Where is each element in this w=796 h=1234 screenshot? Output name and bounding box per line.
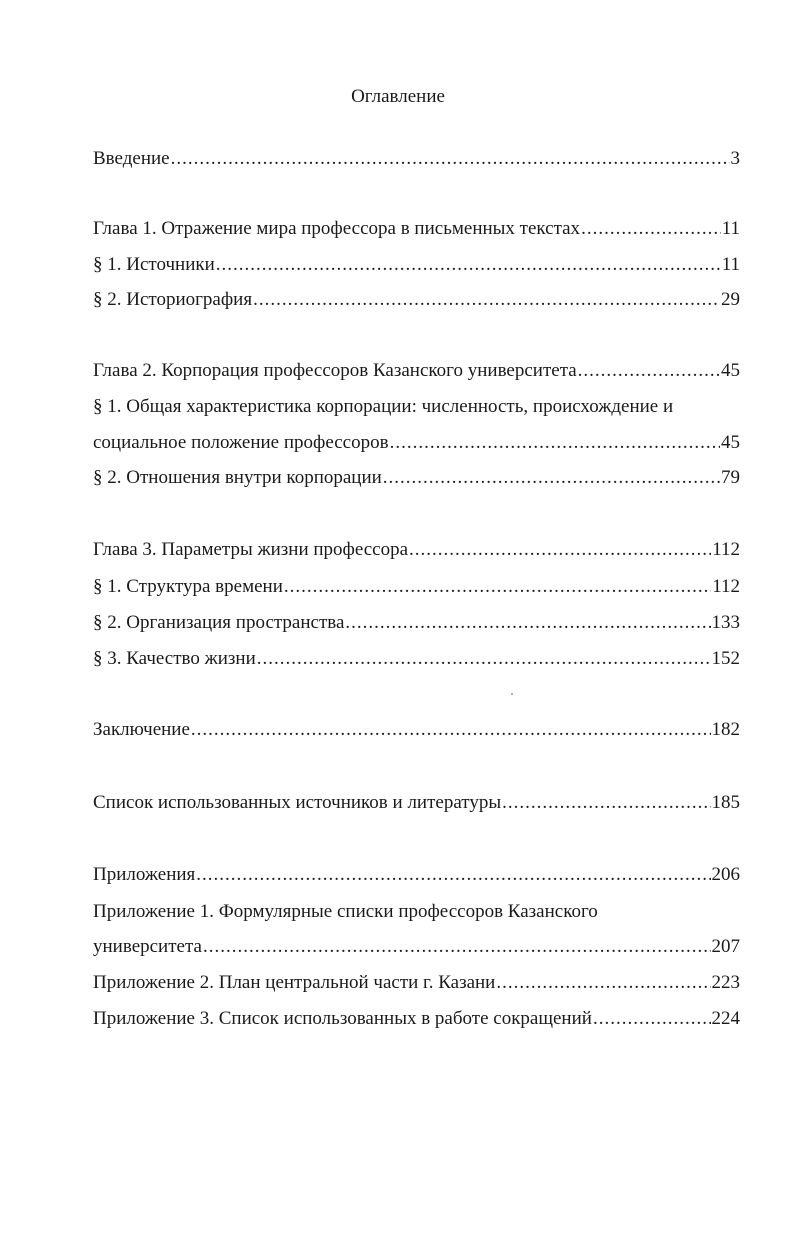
dot-leader — [578, 360, 720, 382]
toc-entry-label: § 2. Историография — [93, 289, 253, 310]
toc-entry-chapter-1-section-1 — [93, 254, 740, 276]
dot-leader — [345, 612, 710, 634]
toc-entry-chapter-1 — [93, 218, 740, 240]
toc-entry-appendix-2 — [93, 972, 740, 994]
toc-page-number: 207 — [711, 936, 740, 957]
dot-leader — [593, 1008, 711, 1030]
dot-leader — [502, 792, 710, 814]
toc-entry-label: § 2. Отношения внутри корпорации — [93, 467, 382, 488]
toc-entry-label: Приложение 3. Список использованных в работе сокращений — [93, 1008, 592, 1029]
toc-page-number: 185 — [711, 792, 740, 813]
toc-entry-appendices — [93, 864, 740, 886]
toc-entry-label: Приложения — [93, 864, 196, 885]
toc-entry-label: Введение — [93, 148, 170, 169]
dot-leader — [216, 254, 721, 276]
toc-entry-chapter-2-section-2 — [93, 467, 740, 489]
dot-leader — [171, 148, 730, 170]
dot-leader — [196, 864, 710, 886]
toc-page-number: 11 — [721, 254, 740, 275]
scan-speck — [511, 693, 513, 695]
toc-page-number: 11 — [721, 218, 740, 239]
toc-page-number: 223 — [711, 972, 740, 993]
toc-page-number: 29 — [721, 289, 740, 310]
toc-entry-label: социальное положение профессоров — [93, 432, 389, 453]
toc-page-number: 224 — [711, 1008, 740, 1029]
toc-entry-label: § 1. Источники — [93, 254, 215, 275]
toc-entry-label: § 1. Структура времени — [93, 576, 283, 597]
dot-leader — [390, 432, 720, 454]
toc-page-number: 206 — [711, 864, 740, 885]
toc-entry-label: Список использованных источников и литературы — [93, 792, 502, 813]
toc-page-number: 112 — [712, 539, 740, 560]
toc-entry-chapter-2-section-1-line-1: § 1. Общая характеристика корпорации: численность, происхождение и — [93, 396, 674, 417]
dot-leader — [581, 218, 721, 240]
toc-page-number: 45 — [721, 360, 740, 381]
toc-entry-chapter-3-section-3 — [93, 648, 740, 670]
toc-page-number: 3 — [730, 148, 740, 169]
toc-entry-label: Глава 3. Параметры жизни профессора — [93, 539, 409, 560]
toc-entry-label: университета — [93, 936, 202, 957]
toc-page-number: 112 — [712, 576, 740, 597]
dot-leader — [191, 719, 711, 741]
toc-page-number: 79 — [721, 467, 740, 488]
toc-page-number: 45 — [721, 432, 740, 453]
toc-entry-chapter-3-section-1 — [93, 576, 740, 598]
dot-leader — [409, 539, 711, 561]
toc-entry-appendix-3 — [93, 1008, 740, 1030]
toc-entry-chapter-2-section-1 — [93, 432, 740, 454]
toc-page-number: 182 — [711, 719, 740, 740]
page-title: Оглавление — [351, 86, 445, 107]
toc-entry-label: § 2. Организация пространства — [93, 612, 345, 633]
toc-entry-chapter-1-section-2 — [93, 289, 740, 311]
toc-entry-chapter-3-section-2 — [93, 612, 740, 634]
toc-entry-chapter-3 — [93, 539, 740, 561]
toc-entry-chapter-2 — [93, 360, 740, 382]
toc-entry-label: § 3. Качество жизни — [93, 648, 256, 669]
toc-entry-label: Глава 2. Корпорация профессоров Казанского университета — [93, 360, 577, 381]
dot-leader — [253, 289, 720, 311]
dot-leader — [496, 972, 710, 994]
toc-entry-appendix-1-line-1: Приложение 1. Формулярные списки профессоров Казанского — [93, 901, 598, 922]
toc-entry-appendix-1 — [93, 936, 740, 958]
toc-entry-label: Глава 1. Отражение мира профессора в письменных текстах — [93, 218, 581, 239]
dot-leader — [203, 936, 711, 958]
toc-entry-introduction — [93, 148, 740, 170]
dot-leader — [257, 648, 711, 670]
dot-leader — [284, 576, 711, 598]
toc-page-number: 152 — [711, 648, 740, 669]
toc-entry-sources — [93, 792, 740, 814]
toc-entry-label: Заключение — [93, 719, 190, 740]
toc-page-number: 133 — [711, 612, 740, 633]
toc-entry-conclusion — [93, 719, 740, 741]
toc-entry-label: Приложение 2. План центральной части г. Казани — [93, 972, 496, 993]
dot-leader — [383, 467, 720, 489]
